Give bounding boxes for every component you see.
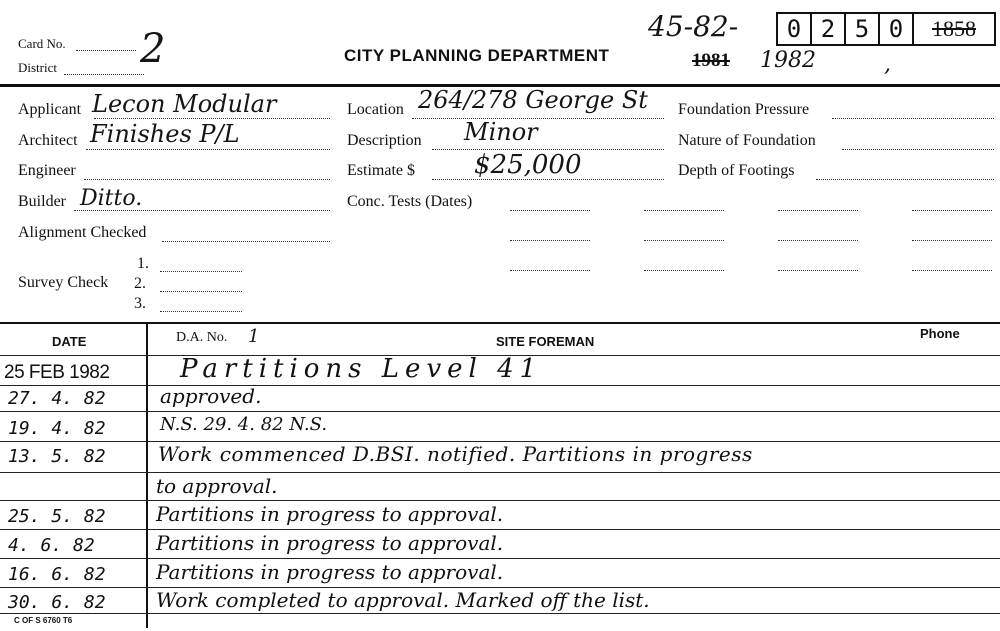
conc-tests-label: Conc. Tests (Dates) <box>347 193 473 210</box>
survey-item-2: 2. <box>134 275 146 292</box>
nature-of-foundation-label: Nature of Foundation <box>678 132 816 149</box>
table-row-rule <box>0 472 1000 473</box>
table-row-rule <box>0 613 1000 614</box>
site-foreman-header: SITE FOREMAN <box>496 334 595 349</box>
alignment-label: Alignment Checked <box>18 224 147 241</box>
conc-line <box>644 240 724 241</box>
conc-line <box>644 210 724 211</box>
table-row-date: 16. 6. 82 <box>8 564 106 585</box>
table-row-date: 27. 4. 82 <box>8 388 106 409</box>
ref-prefix: 45-82- <box>648 10 739 43</box>
table-row-entry: N.S. 29. 4. 82 N.S. <box>160 414 328 435</box>
applicant-line <box>94 118 330 119</box>
table-row-entry: Partitions in progress to approval. <box>156 502 504 526</box>
table-row-entry: Partitions in progress to approval. <box>156 531 504 555</box>
table-row-rule <box>0 411 1000 412</box>
architect-value: Finishes P/L <box>90 120 240 148</box>
table-row-date: 13. 5. 82 <box>8 446 106 467</box>
alignment-line <box>162 241 330 242</box>
engineer-label: Engineer <box>18 162 76 179</box>
table-row-date: 19. 4. 82 <box>8 418 106 439</box>
conc-line <box>778 270 858 271</box>
ref-digit-1: 0 <box>776 12 812 46</box>
table-row-date: 4. 6. 82 <box>8 535 95 556</box>
conc-line <box>510 240 590 241</box>
table-row-entry: Work completed to approval. Marked off the list. <box>156 588 650 612</box>
district-line <box>64 74 144 75</box>
survey-line-2 <box>160 291 242 292</box>
card-no-line <box>76 50 136 51</box>
conc-line <box>778 240 858 241</box>
depth-of-footings-label: Depth of Footings <box>678 162 795 179</box>
architect-label: Architect <box>18 132 78 149</box>
card-no-label: Card No. <box>18 36 66 51</box>
phone-header: Phone <box>920 326 960 341</box>
estimate-label: Estimate $ <box>347 162 415 179</box>
table-row-entry: Partitions Level 41 <box>180 354 543 384</box>
ref-digit-4: 0 <box>878 12 914 46</box>
year-struck: 1981 <box>692 50 730 71</box>
location-label: Location <box>347 101 404 118</box>
location-value: 264/278 George St <box>418 86 648 114</box>
table-row-rule <box>0 558 1000 559</box>
nature-of-foundation-line <box>842 149 994 150</box>
survey-item-1: 1. <box>137 255 149 272</box>
table-row-entry: Work commenced D.BSI. notified. Partitions in progress <box>158 442 753 466</box>
depth-of-footings-line <box>816 179 994 180</box>
description-value: Minor <box>464 118 538 146</box>
table-row-rule <box>0 529 1000 530</box>
da-no-value: 1 <box>248 326 260 347</box>
table-row-date: 25 FEB 1982 <box>4 362 110 383</box>
builder-value: Ditto. <box>80 186 143 211</box>
survey-line-1 <box>160 271 242 272</box>
description-label: Description <box>347 132 422 149</box>
ref-digit-3: 5 <box>844 12 880 46</box>
survey-label: Survey Check <box>18 274 109 291</box>
survey-line-3 <box>160 311 242 312</box>
year-value: 1982 <box>760 48 816 73</box>
table-row-entry: Partitions in progress to approval. <box>156 560 504 584</box>
ref-digit-2: 2 <box>810 12 846 46</box>
builder-label: Builder <box>18 193 66 210</box>
conc-line <box>644 270 724 271</box>
date-header: DATE <box>52 334 87 349</box>
conc-line <box>510 270 590 271</box>
foundation-pressure-line <box>832 118 994 119</box>
table-row-date: 30. 6. 82 <box>8 592 106 613</box>
table-row-date: 25. 5. 82 <box>8 506 106 527</box>
year-tick: , <box>884 52 891 77</box>
location-line <box>412 118 664 119</box>
conc-line <box>912 270 992 271</box>
table-row-rule <box>0 500 1000 501</box>
table-top-rule <box>0 322 1000 324</box>
district-label: District <box>18 60 57 75</box>
table-row-rule <box>0 385 1000 386</box>
conc-line <box>912 210 992 211</box>
foundation-pressure-label: Foundation Pressure <box>678 101 810 118</box>
engineer-line <box>84 179 330 180</box>
applicant-label: Applicant <box>18 101 82 118</box>
conc-line <box>912 240 992 241</box>
architect-line <box>86 149 330 150</box>
applicant-value: Lecon Modular <box>92 90 277 118</box>
conc-line <box>778 210 858 211</box>
table-row-entry: approved. <box>160 384 262 408</box>
estimate-value: $25,000 <box>474 150 582 180</box>
survey-item-3: 3. <box>134 295 146 312</box>
table-row-entry: to approval. <box>156 474 278 498</box>
date-column-divider <box>146 322 148 628</box>
conc-line <box>510 210 590 211</box>
card-title: CITY PLANNING DEPARTMENT <box>344 46 610 65</box>
ref-struck: 1858 <box>912 12 996 46</box>
da-no-header: D.A. No. <box>176 330 228 345</box>
district-value: 2 <box>140 26 166 72</box>
form-code: C OF S 6760 T6 <box>14 616 73 625</box>
